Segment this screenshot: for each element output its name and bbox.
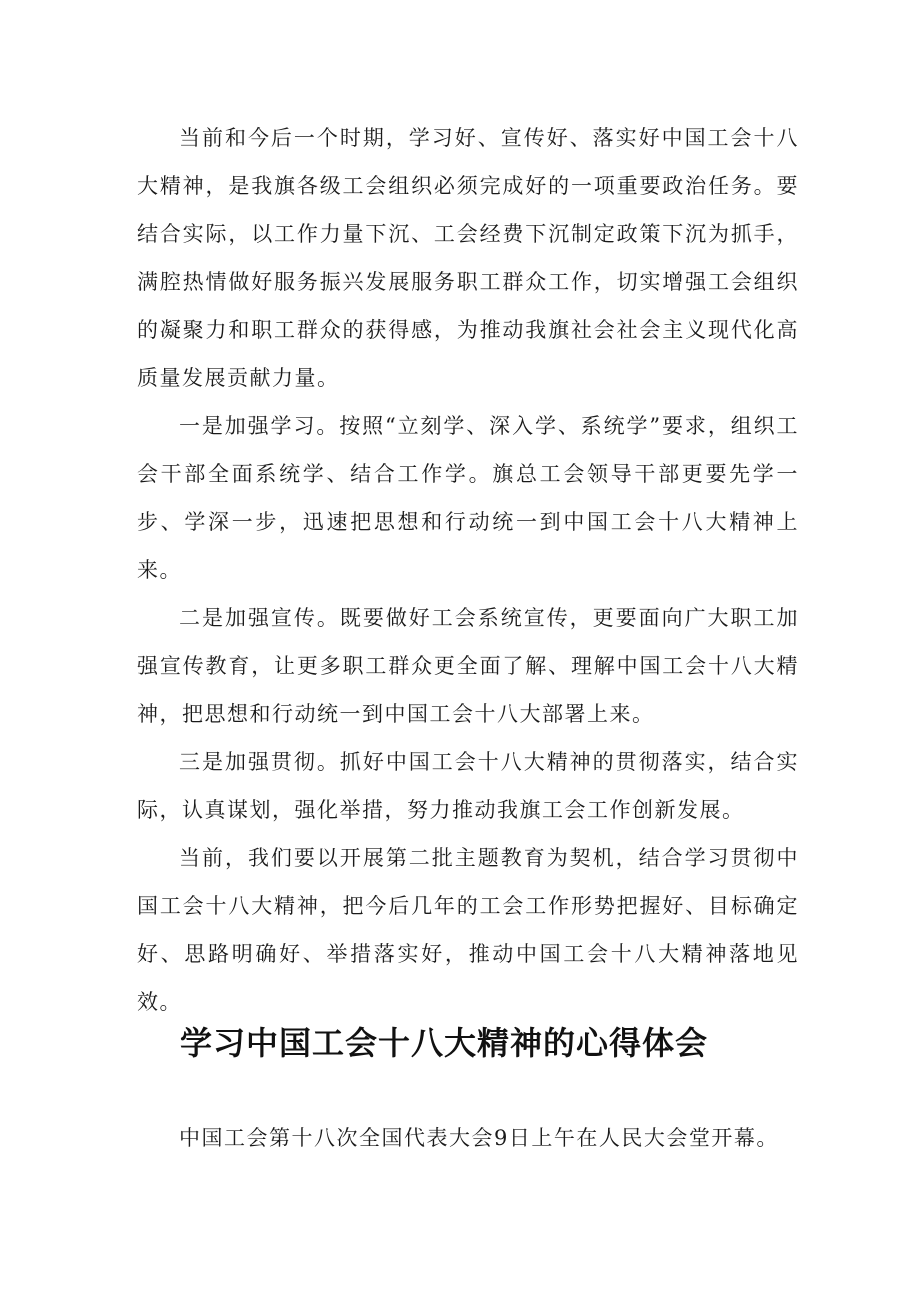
paragraph-study: 一是加强学习。按照“立刻学、深入学、系统学”要求，组织工会干部全面系统学、结合工作学。旗总工会领导干部更要先学一步、学深一步，迅速把思想和行动统一到中国工会十八大精神上来。	[137, 414, 799, 582]
section-heading: 学习中国工会十八大精神的心得体会	[180, 1024, 709, 1062]
body-text	[137, 114, 799, 1026]
paragraph-publicity: 二是加强宣传。既要做好工会系统宣传，更要面向广大职工加强宣传教育，让更多职工群众更全面了解、理解中国工会十八大精神，把思想和行动统一到中国工会十八大部署上来。	[137, 606, 799, 726]
paragraph-current: 当前，我们要以开展第二批主题教育为契机，结合学习贯彻中国工会十八大精神，把今后几年的工会工作形势把握好、目标确定好、思路明确好、举措落实好，推动中国工会十八大精神落地见效。	[137, 846, 799, 1014]
paragraph-intro: 当前和今后一个时期，学习好、宣传好、落实好中国工会十八大精神，是我旗各级工会组织必须完成好的一项重要政治任务。要结合实际，以工作力量下沉、工会经费下沉制定政策下沉为抓手，满腔热情做好服务振兴发展服务职工群众工作，切实增强工会组织的凝聚力和职工群众的获得感，为推动我旗社会社会主义现代化高质量发展贡献力量。	[137, 126, 799, 390]
paragraph-implementation: 三是加强贯彻。抓好中国工会十八大精神的贯彻落实，结合实际，认真谋划，强化举措，努力推动我旗工会工作创新发展。	[137, 750, 799, 822]
paragraph-opening: 中国工会第十八次全国代表大会9日上午在人民大会堂开幕。	[179, 1126, 779, 1150]
